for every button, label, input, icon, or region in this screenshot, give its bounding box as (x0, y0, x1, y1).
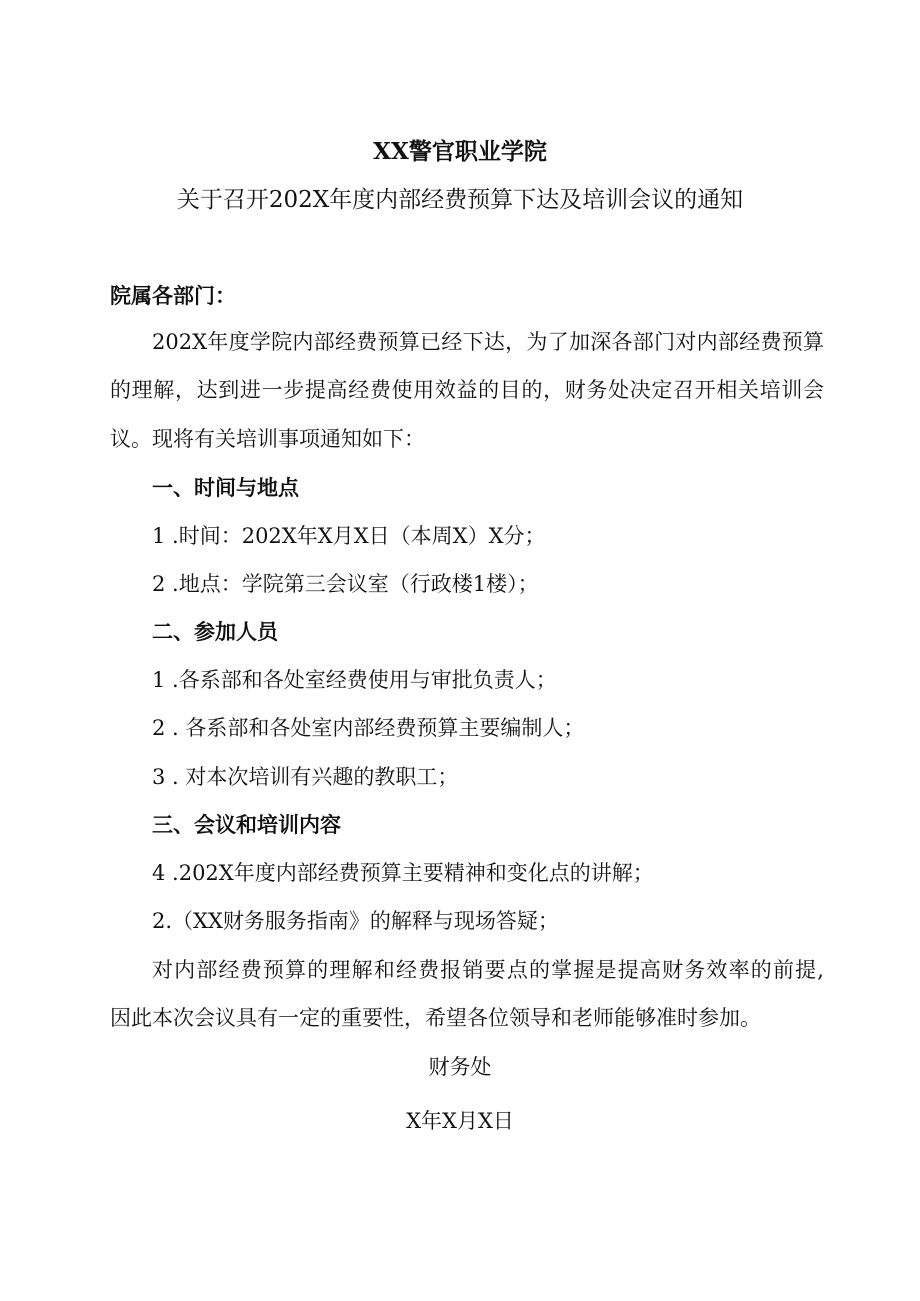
intro-paragraph-line-2: 的理解，达到进一步提高经费使用效益的目的，财务处决定召开相关培训会 (110, 378, 824, 402)
closing-paragraph-line-2: 因此本次会议具有一定的重要性，希望各位领导和老师能够准时参加。 (110, 1006, 761, 1030)
list-item-content-2: 2.（XX财务服务指南》的解释与现场答疑； (152, 909, 559, 933)
section-heading-time-place: 一、时间与地点 (152, 475, 299, 500)
list-item-content-1: 4 .202X年度内部经费预算主要精神和变化点的讲解； (152, 861, 654, 885)
closing-paragraph-line-1: 对内部经费预算的理解和经费报销要点的掌握是提高财务效率的前提, (152, 958, 824, 982)
list-item-attendee-2: 2 . 各系部和各处室内部经费预算主要编制人； (152, 716, 585, 740)
notice-title: 关于召开202X年度内部经费预算下达及培训会议的通知 (176, 187, 744, 213)
section-heading-attendees: 二、参加人员 (152, 619, 278, 644)
signature-date: X年X月X日 (406, 1109, 514, 1133)
salutation: 院属各部门： (110, 283, 236, 308)
list-item-attendee-1: 1 .各系部和各处室经费使用与审批负责人； (152, 668, 557, 692)
list-item-time: 1 .时间：202X年X月X日（本周X）X分； (152, 524, 546, 548)
signature-department: 财务处 (428, 1055, 492, 1079)
school-name: XX警官职业学院 (373, 138, 547, 165)
intro-paragraph-line-1: 202X年度学院内部经费预算已经下达，为了加深各部门对内部经费预算 (152, 330, 824, 354)
intro-paragraph-line-3: 议。现将有关培训事项通知如下： (110, 427, 425, 451)
list-item-attendee-3: 3 . 对本次培训有兴趣的教职工； (152, 765, 459, 789)
section-heading-content: 三、会议和培训内容 (152, 812, 341, 837)
list-item-place: 2 .地点：学院第三会议室（行政楼1楼）； (152, 572, 539, 596)
